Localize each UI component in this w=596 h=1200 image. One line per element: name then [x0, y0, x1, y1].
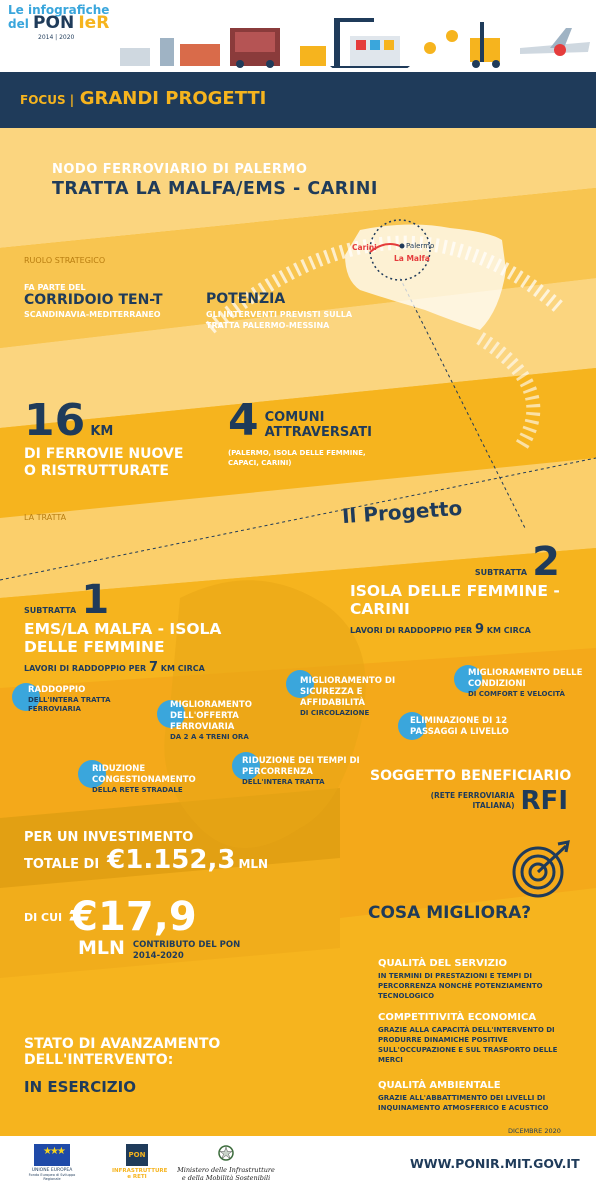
footer: [0, 1136, 596, 1200]
contributo-value: €17,9: [70, 894, 197, 940]
feature-comfort: [468, 668, 592, 699]
eu-logo: [24, 1144, 80, 1181]
migliora-item-competitivita: [378, 1012, 578, 1065]
investimento-block: [24, 830, 354, 875]
corridoio-block: [24, 283, 204, 319]
investimento-line2: TOTALE DI: [24, 857, 100, 872]
feature-comfort-title: MIGLIORAMENTO DELLE CONDIZIONI: [468, 668, 583, 689]
feature-congestione: [92, 764, 202, 795]
brand-pon: PON: [33, 13, 75, 33]
corridoio-title: CORRIDOIO TEN-T: [24, 292, 163, 308]
stato-line1: STATO DI AVANZAMENTO: [24, 1036, 221, 1052]
footer-date: DICEMBRE 2020: [508, 1127, 561, 1135]
km-block: [24, 395, 183, 480]
header-banner: [0, 0, 596, 72]
potenzia-sub: GLI INTERVENTI PREVISTI SULLA TRATTA PALERMO-MESSINA: [206, 310, 353, 330]
comuni-sub: (PALERMO, ISOLA DELLE FEMMINE, CAPACI, CARINI): [228, 449, 366, 467]
focus-title: GRANDI PROGETTI: [79, 88, 267, 109]
focus-bar: [0, 72, 596, 128]
feature-offerta-sub: DA 2 A 4 TRENI ORA: [170, 733, 249, 741]
feature-passaggi-title: ELIMINAZIONE DI 12 PASSAGGI A LIVELLO: [410, 716, 509, 737]
target-icon: [508, 840, 572, 900]
eu-label: UNIONE EUROPEA: [31, 1168, 73, 1173]
ministero-line2: e della Mobilità Sostenibili: [181, 1174, 271, 1182]
beneficiario-title: SOGGETTO BENEFICIARIO: [370, 768, 572, 784]
feature-offerta: [170, 700, 294, 742]
brand-line2: del: [8, 17, 29, 31]
feature-raddoppio-title: RADDOPPIO: [28, 685, 86, 695]
map-label-palermo: Palermo: [406, 242, 435, 250]
migliora-item-ambiente-title: QUALITÀ AMBIENTALE: [378, 1080, 501, 1091]
sub2-work-pre: LAVORI DI RADDOPPIO PER: [350, 626, 473, 635]
brand-logo: [8, 4, 109, 44]
brand-line1: Le infografiche: [8, 3, 110, 17]
feature-tempi-title: RIDUZIONE DEI TEMPI DI PERCORRENZA: [242, 756, 360, 777]
reti-label: e RETI: [127, 1174, 147, 1180]
comuni-title1: COMUNI: [264, 410, 325, 425]
feature-raddoppio: [28, 685, 148, 714]
focus-label: FOCUS |: [20, 93, 75, 107]
km-value: 16: [24, 395, 86, 446]
sub1-work-post: KM CIRCA: [160, 664, 205, 673]
comuni-value: 4: [228, 395, 259, 446]
pon-logo-mark: PON: [126, 1144, 148, 1166]
eu-flag-icon: ★★★: [34, 1144, 70, 1166]
sub2-work-post: KM CIRCA: [486, 626, 531, 635]
brand-years: 2014 | 2020: [38, 34, 75, 41]
feature-tempi-sub: DELL'INTERA TRATTA: [242, 778, 325, 786]
migliora-item-competitivita-sub: GRAZIE ALLA CAPACITÀ DELL'INTERVENTO DI PRODURRE DINAMICHE POSITIVE SULL'OCCUPAZIONE E SUL TRASPORTO DELLE MERCI: [378, 1026, 558, 1064]
tratta-heading: LA TRATTA: [24, 513, 67, 522]
feature-comfort-sub: DI COMFORT E VELOCITÀ: [468, 690, 565, 698]
contributo-pre: DI CUI: [24, 911, 63, 924]
sub1-work-num: 7: [148, 660, 158, 675]
comuni-block: [228, 395, 398, 468]
transport-illustration-icon: [120, 8, 590, 68]
emblem-icon: [217, 1144, 235, 1162]
migliora-item-ambiente-sub: GRAZIE ALL'ABBATTIMENTO DEI LIVELLI DI INQUINAMENTO ATMOSFERICO E ACUSTICO: [378, 1094, 549, 1112]
stato-block: [24, 1036, 324, 1096]
sub2-title: ISOLA DELLE FEMMINE - CARINI: [350, 582, 560, 618]
feature-congestione-sub: DELLA RETE STRADALE: [92, 786, 183, 794]
sub1-number: 1: [81, 577, 110, 623]
km-desc2: O RISTRUTTURATE: [24, 463, 169, 479]
hero-title: TRATTA LA MALFA/EMS - CARINI: [52, 179, 378, 199]
migliora-item-servizio-title: QUALITÀ DEL SERVIZIO: [378, 958, 508, 969]
investimento-unit: MLN: [238, 857, 269, 871]
sub2-label: SUBTRATTA: [474, 568, 528, 577]
km-unit: KM: [90, 424, 114, 439]
sub1-label: SUBTRATTA: [24, 606, 77, 615]
sub2-work-num: 9: [474, 622, 484, 637]
feature-sicurezza-title: MIGLIORAMENTO DI SICUREZZA E AFFIDABILITÀ: [300, 676, 396, 708]
stato-value: IN ESERCIZIO: [24, 1078, 137, 1096]
website-link[interactable]: WWW.PONIR.MIT.GOV.IT: [410, 1156, 580, 1171]
feature-raddoppio-sub: DELL'INTERA TRATTA FERROVIARIA: [28, 696, 111, 713]
km-desc1: DI FERROVIE NUOVE: [24, 446, 184, 462]
investimento-line1: PER UN INVESTIMENTO: [24, 830, 194, 845]
ministero-line1: Ministero delle Infrastrutture: [177, 1166, 275, 1174]
contributo-desc: CONTRIBUTO DEL PON 2014-2020: [132, 940, 241, 961]
subtratta-1: [24, 577, 264, 675]
map-label-lamalfa: La Malfa: [394, 254, 430, 263]
hero-title-block: [52, 162, 572, 199]
pon-logo: [112, 1144, 168, 1180]
ministero-logo: [176, 1144, 276, 1182]
corridoio-sub: SCANDINAVIA-MEDITERRANEO: [24, 310, 161, 319]
map-label-carini: Carini: [352, 243, 377, 252]
comuni-title2: ATTRAVERSATI: [264, 425, 372, 440]
ruolo-heading: RUOLO STRATEGICO: [24, 256, 106, 265]
beneficiario-block: [370, 768, 580, 816]
migliora-title: COSA MIGLIORA?: [368, 903, 532, 923]
migliora-item-servizio-sub: IN TERMINI DI PRESTAZIONI E TEMPI DI PERCORRENZA NONCHÈ POTENZIAMENTO TECNOLOGICO: [378, 972, 543, 1000]
progetto-title: Il Progetto: [341, 495, 463, 529]
migliora-item-ambiente: [378, 1080, 578, 1113]
contributo-unit: MLN: [78, 937, 125, 959]
feature-passaggi: [410, 716, 520, 738]
beneficiario-name: RFI: [520, 786, 568, 816]
stato-line2: DELL'INTERVENTO:: [24, 1052, 174, 1068]
feature-sicurezza-sub: DI CIRCOLAZIONE: [300, 709, 370, 717]
migliora-item-servizio: [378, 958, 578, 1001]
feature-tempi: [242, 756, 362, 787]
feature-offerta-title: MIGLIORAMENTO DELL'OFFERTA FERROVIARIA: [170, 700, 252, 732]
subtratta-2: [350, 539, 580, 637]
corridoio-pre: FA PARTE DEL: [24, 283, 86, 292]
sub1-title: EMS/LA MALFA - ISOLA DELLE FEMMINE: [24, 620, 222, 656]
eu-sub: Fondo Europeo di Sviluppo Regionale: [28, 1173, 76, 1181]
potenzia-title: POTENZIA: [206, 291, 286, 307]
brand-ier: IeR: [78, 13, 110, 33]
sub2-number: 2: [532, 539, 560, 585]
sub1-work-pre: LAVORI DI RADDOPPIO PER: [24, 664, 147, 673]
migliora-item-competitivita-title: COMPETITIVITÀ ECONOMICA: [378, 1012, 537, 1023]
hero-overline: NODO FERROVIARIO DI PALERMO: [52, 162, 308, 177]
feature-congestione-title: RIDUZIONE CONGESTIONAMENTO: [92, 764, 196, 785]
investimento-value: €1.152,3: [107, 845, 236, 875]
beneficiario-sub: (RETE FERROVIARIA ITALIANA): [430, 791, 515, 810]
infra-label: INFRASTRUTTURE: [112, 1168, 168, 1174]
potenzia-block: [206, 291, 366, 331]
contributo-block: [24, 895, 344, 962]
